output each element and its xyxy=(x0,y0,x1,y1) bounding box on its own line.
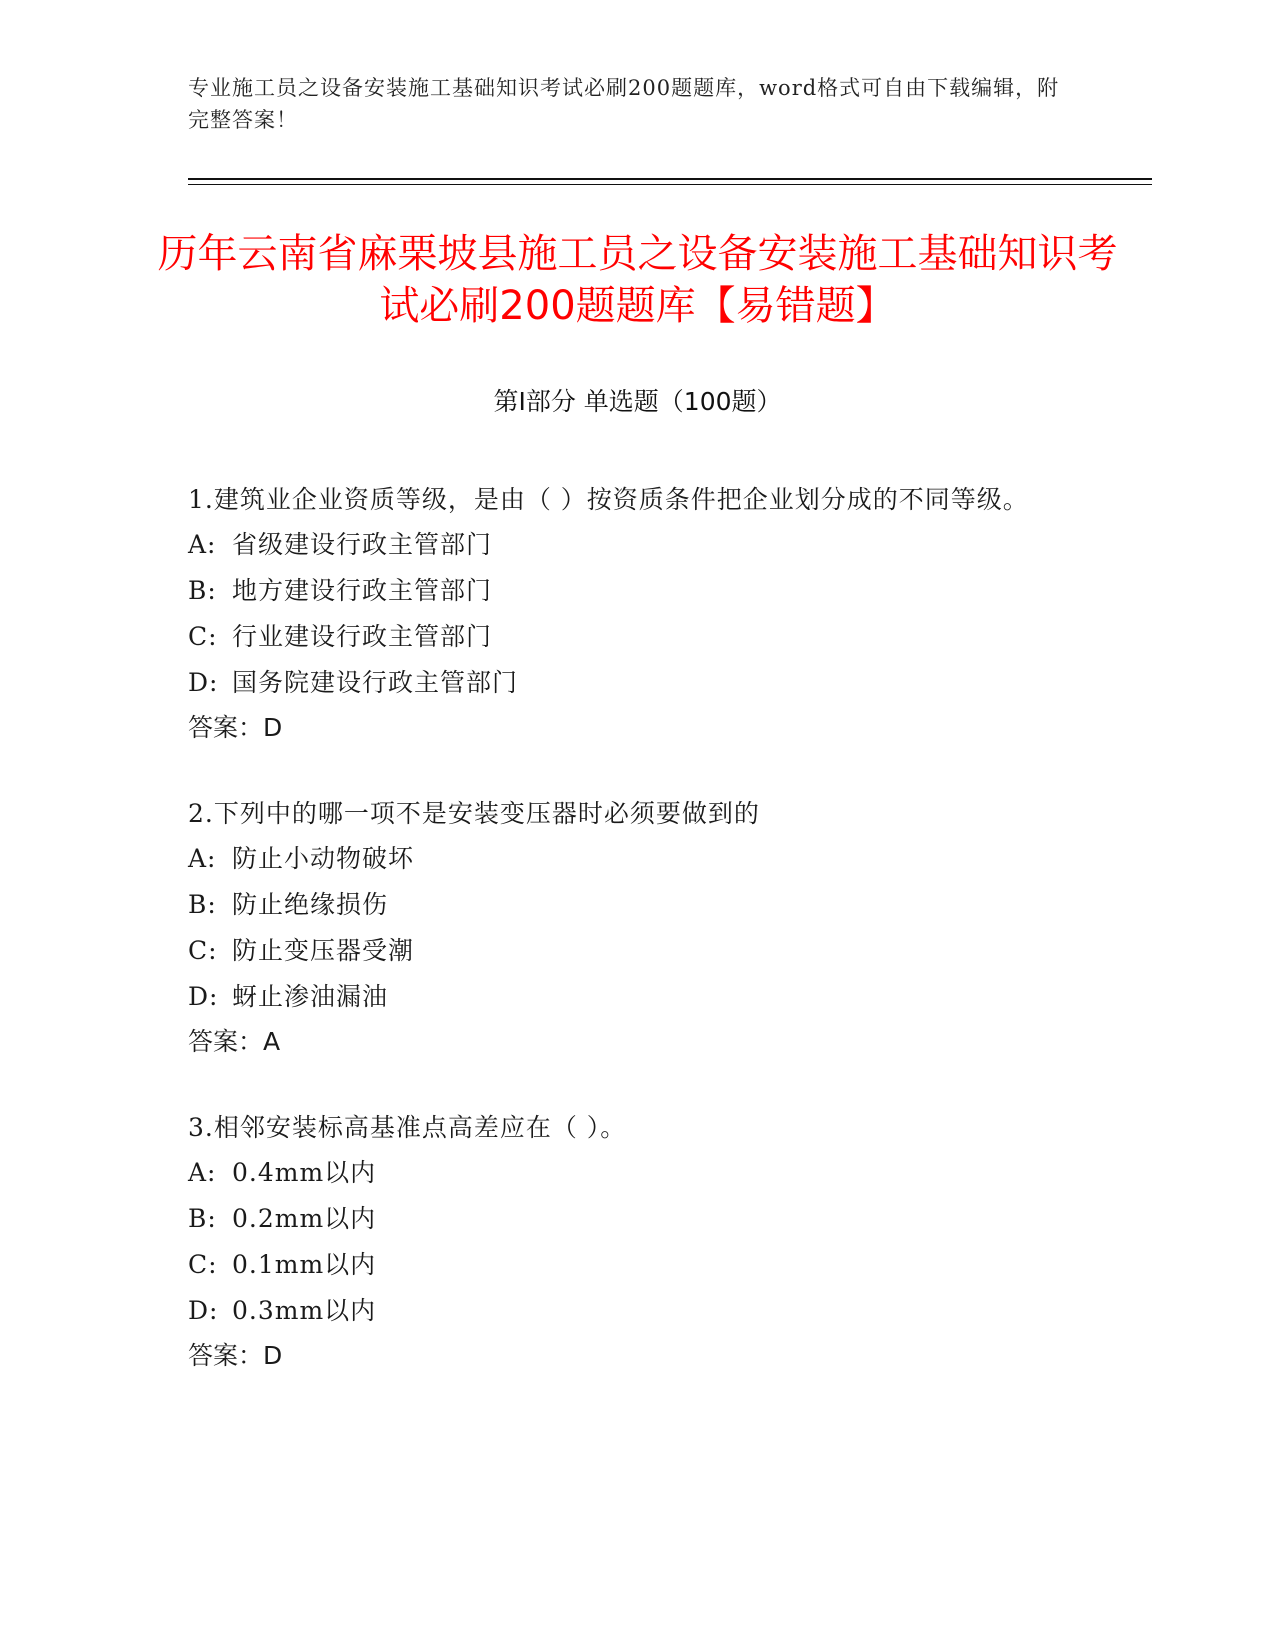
option-letter: D: xyxy=(188,668,219,697)
question-stem: 2.下列中的哪一项不是安装变压器时必须要做到的 xyxy=(188,799,760,828)
option-a xyxy=(188,836,1088,882)
option-a xyxy=(188,1150,1088,1196)
option-text: 防止小动物破坏 xyxy=(232,844,415,873)
answer: 答案：D xyxy=(188,1341,283,1370)
option-c xyxy=(188,614,1088,660)
option-letter: D: xyxy=(188,982,219,1011)
option-b xyxy=(188,568,1088,614)
question-3 xyxy=(188,1106,1088,1378)
option-text: 蚜止渗油漏油 xyxy=(232,982,389,1011)
option-text: 防止变压器受潮 xyxy=(232,936,415,965)
option-c xyxy=(188,928,1088,974)
option-letter: C: xyxy=(188,622,218,651)
option-letter: B: xyxy=(188,576,217,605)
option-text: 省级建设行政主管部门 xyxy=(232,530,493,559)
option-text: 地方建设行政主管部门 xyxy=(232,576,493,605)
document-title: 历年云南省麻栗坡县施工员之设备安装施工基础知识考试必刷200题题库【易错题】 xyxy=(157,231,1118,329)
option-d xyxy=(188,1288,1088,1334)
question-list xyxy=(188,478,1088,1420)
option-letter: C: xyxy=(188,1250,218,1279)
question-2 xyxy=(188,792,1088,1064)
header-note: 专业施工员之设备安装施工基础知识考试必刷200题题库，word格式可自由下载编辑，附完整答案！ xyxy=(188,76,1060,132)
question-stem: 3.相邻安装标高基准点高差应在（ ）。 xyxy=(188,1113,627,1142)
option-b xyxy=(188,882,1088,928)
answer: 答案：A xyxy=(188,1027,281,1056)
option-text: 0.2mm以内 xyxy=(232,1204,377,1233)
section-heading: 第Ⅰ部分 单选题（100题） xyxy=(493,387,782,416)
option-text: 0.1mm以内 xyxy=(232,1250,377,1279)
question-stem: 1.建筑业企业资质等级，是由（ ）按资质条件把企业划分成的不同等级。 xyxy=(188,485,1029,514)
option-letter: D: xyxy=(188,1296,219,1325)
question-1 xyxy=(188,478,1088,750)
option-text: 0.4mm以内 xyxy=(232,1158,377,1187)
option-text: 0.3mm以内 xyxy=(232,1296,377,1325)
option-text: 防止绝缘损伤 xyxy=(232,890,389,919)
option-d xyxy=(188,974,1088,1020)
option-letter: A: xyxy=(188,1158,217,1187)
option-letter: A: xyxy=(188,844,217,873)
option-letter: B: xyxy=(188,890,217,919)
option-d xyxy=(188,660,1088,706)
answer: 答案：D xyxy=(188,713,283,742)
option-text: 国务院建设行政主管部门 xyxy=(232,668,519,697)
option-letter: C: xyxy=(188,936,218,965)
header-divider-thick xyxy=(188,178,1152,180)
option-letter: B: xyxy=(188,1204,217,1233)
header-divider-thin xyxy=(188,184,1152,185)
option-a xyxy=(188,522,1088,568)
option-c xyxy=(188,1242,1088,1288)
option-b xyxy=(188,1196,1088,1242)
option-letter: A: xyxy=(188,530,217,559)
option-text: 行业建设行政主管部门 xyxy=(232,622,493,651)
